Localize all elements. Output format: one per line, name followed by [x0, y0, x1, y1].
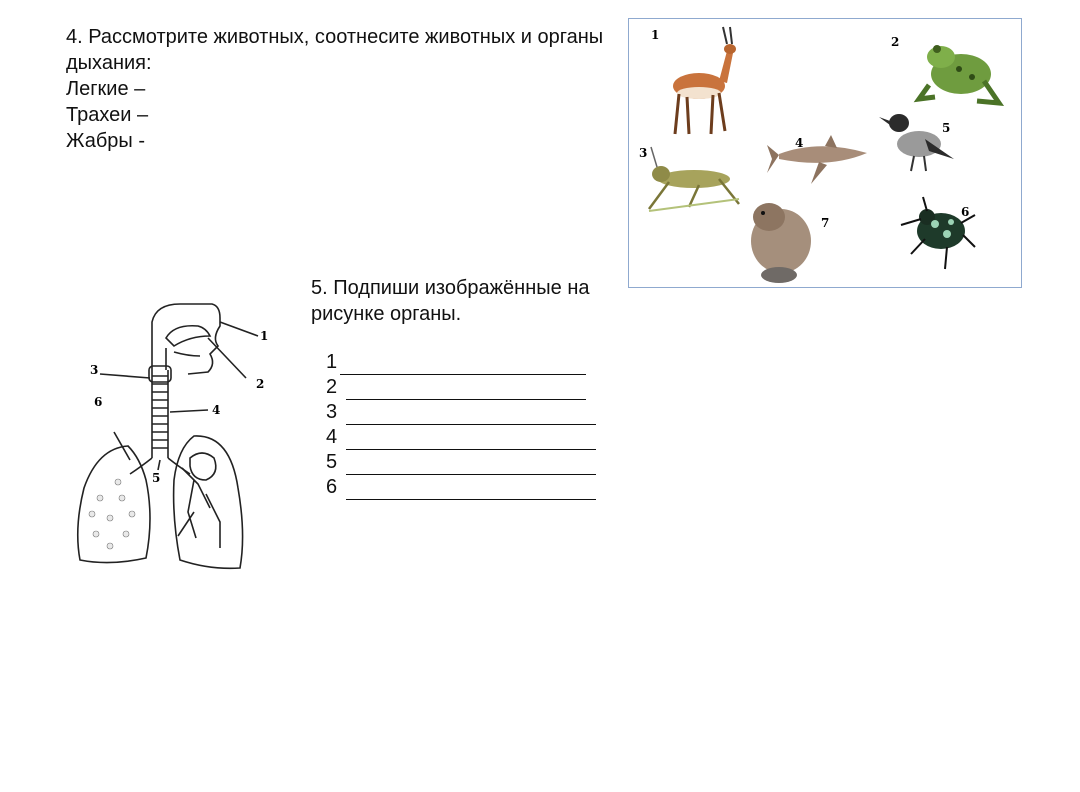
answer-number: 2	[326, 376, 338, 398]
task5-title: 5. Подпиши изображённые на рисунке органы.	[311, 277, 590, 325]
task5-block	[311, 275, 631, 327]
beaver-image	[751, 203, 811, 283]
frog-image	[919, 45, 999, 103]
answer-number: 6	[326, 476, 338, 498]
organ-label-5: 5	[152, 471, 161, 485]
task4-line-lungs: Легкие –	[66, 78, 146, 100]
answer-row-1[interactable]	[326, 350, 596, 375]
answer-number: 3	[326, 401, 338, 423]
answer-row-5[interactable]	[326, 450, 596, 475]
grasshopper-image	[649, 147, 739, 211]
answer-blank[interactable]	[346, 431, 596, 450]
animal-label-7: 7	[821, 216, 830, 230]
gazelle-image	[673, 27, 736, 134]
animals-figure	[628, 18, 1022, 288]
answer-row-6[interactable]	[326, 475, 596, 500]
shark-image	[767, 135, 867, 184]
animal-label-6: 6	[961, 205, 970, 219]
organ-label-4: 4	[212, 403, 221, 417]
respiratory-illustration	[70, 298, 280, 578]
answer-blank[interactable]	[346, 406, 596, 425]
animal-label-4: 4	[795, 136, 804, 150]
respiratory-system-diagram	[70, 298, 280, 583]
organ-label-6: 6	[94, 395, 103, 409]
animal-label-1: 1	[651, 28, 660, 42]
organ-label-1: 1	[260, 329, 269, 343]
answer-number: 1	[326, 351, 338, 373]
task5-answer-lines	[326, 350, 596, 500]
answer-blank[interactable]	[340, 356, 586, 375]
organ-label-2: 2	[256, 377, 265, 391]
answer-row-4[interactable]	[326, 425, 596, 450]
task4-block	[66, 24, 626, 154]
organ-label-3: 3	[90, 363, 99, 377]
task4-line-gills: Жабры -	[66, 130, 145, 152]
answer-blank[interactable]	[346, 481, 596, 500]
answer-row-2[interactable]	[326, 375, 596, 400]
answer-row-3[interactable]	[326, 400, 596, 425]
answer-blank[interactable]	[346, 456, 596, 475]
animal-label-2: 2	[891, 35, 900, 49]
task4-line-tracheae: Трахеи –	[66, 104, 149, 126]
animal-label-5: 5	[942, 121, 951, 135]
answer-blank[interactable]	[346, 381, 586, 400]
animals-illustration	[629, 19, 1023, 289]
answer-number: 4	[326, 426, 338, 448]
animal-label-3: 3	[639, 146, 648, 160]
answer-number: 5	[326, 451, 338, 473]
task4-title: 4. Рассмотрите животных, соотнесите животных и органы дыхания:	[66, 26, 604, 74]
